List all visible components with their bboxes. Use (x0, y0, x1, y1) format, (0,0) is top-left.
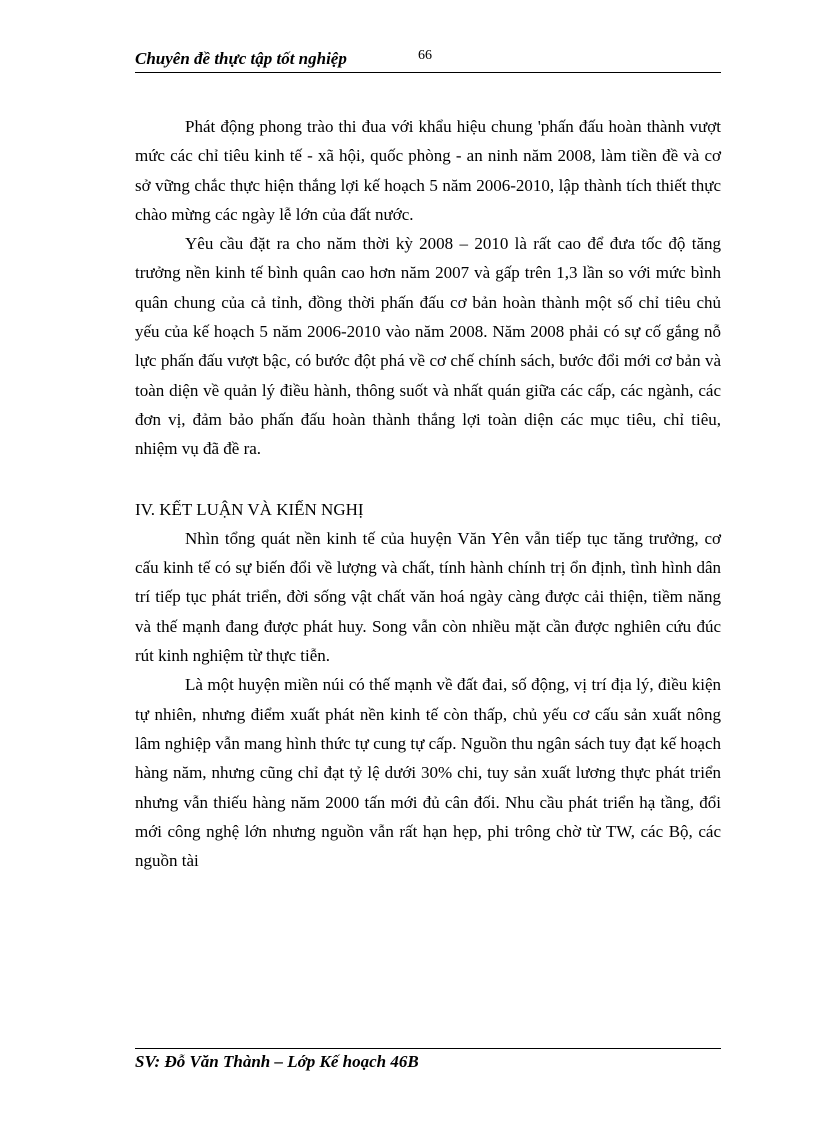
page-header (135, 48, 721, 73)
page-number: 66 (418, 48, 432, 63)
document-title: Chuyên đề thực tập tốt nghiệp (135, 49, 347, 68)
paragraph: Là một huyện miền núi có thế mạnh về đất đai, số động, vị trí địa lý, điều kiện tự nhiên, nhưng điểm xuất phát nền kinh tế còn thấp, chủ yếu cơ cấu sản xuất nông lâm nghiệp vẫn mang hình thức tự cung tự cấp. Nguồn thu ngân sách tuy đạt kế hoạch hàng năm, nhưng cũng chỉ đạt tỷ lệ dưới 30% chi, tuy sản xuất lương thực phát triển nhưng vẫn thiếu hàng năm 2000 tấn mới đủ cân đối. Nhu cầu phát triển hạ tầng, đổi mới công nghệ lớn nhưng nguồn vẫn rất hạn hẹp, phi trông chờ từ TW, các Bộ, các nguồn tài (135, 675, 721, 871)
section-heading: IV. KẾT LUẬN VÀ KIẾN NGHỊ (135, 499, 364, 519)
paragraph: Nhìn tổng quát nền kinh tế của huyện Văn Yên vẫn tiếp tục tăng trưởng, cơ cấu kinh tế có sự biến đổi về lượng và chất, tính hành chính trị ổn định, tình hình dân trí tiếp tục phát triển, đời sống vật chất văn hoá ngày càng được cải thiện, tiềm năng và thế mạnh đang được phát huy. Song vẫn còn nhiều mặt cần được nghiên cứu đúc rút kinh nghiệm từ thực tiễn. (135, 528, 721, 666)
paragraph: Yêu cầu đặt ra cho năm thời kỳ 2008 – 2010 là rất cao để đưa tốc độ tăng trưởng nền kinh tế bình quân cao hơn năm 2007 và gấp trên 1,3 lần so với mức bình quân chung của cả tỉnh, đồng thời phấn đấu cơ bản hoàn thành một số chỉ tiêu chủ yếu của kế hoạch 5 năm 2006-2010 vào năm 2008. Năm 2008 phải có sự cố gắng nỗ lực phấn đấu vượt bậc, có bước đột phá về cơ chế chính sách, bước đổi mới cơ bản và toàn diện về quản lý điều hành, thông suốt và nhất quán giữa các cấp, các ngành, các đơn vị, đảm bảo phấn đấu hoàn thành thắng lợi toàn diện các mục tiêu, chỉ tiêu, nhiệm vụ đã đề ra. (135, 234, 721, 459)
page-footer (135, 1048, 721, 1072)
student-info: SV: Đỗ Văn Thành – Lớp Kế hoạch 46B (135, 1052, 419, 1071)
paragraph: Phát động phong trào thi đua với khẩu hiệu chung 'phấn đấu hoàn thành vượt mức các chỉ tiêu kinh tế - xã hội, quốc phòng - an ninh năm 2008, làm tiền đề và cơ sở vững chắc thực hiện thắng lợi kế hoạch 5 năm 2006-2010, lập thành tích thiết thực chào mừng các ngày lễ lớn của đất nước. (135, 117, 721, 224)
document-body (135, 112, 721, 875)
